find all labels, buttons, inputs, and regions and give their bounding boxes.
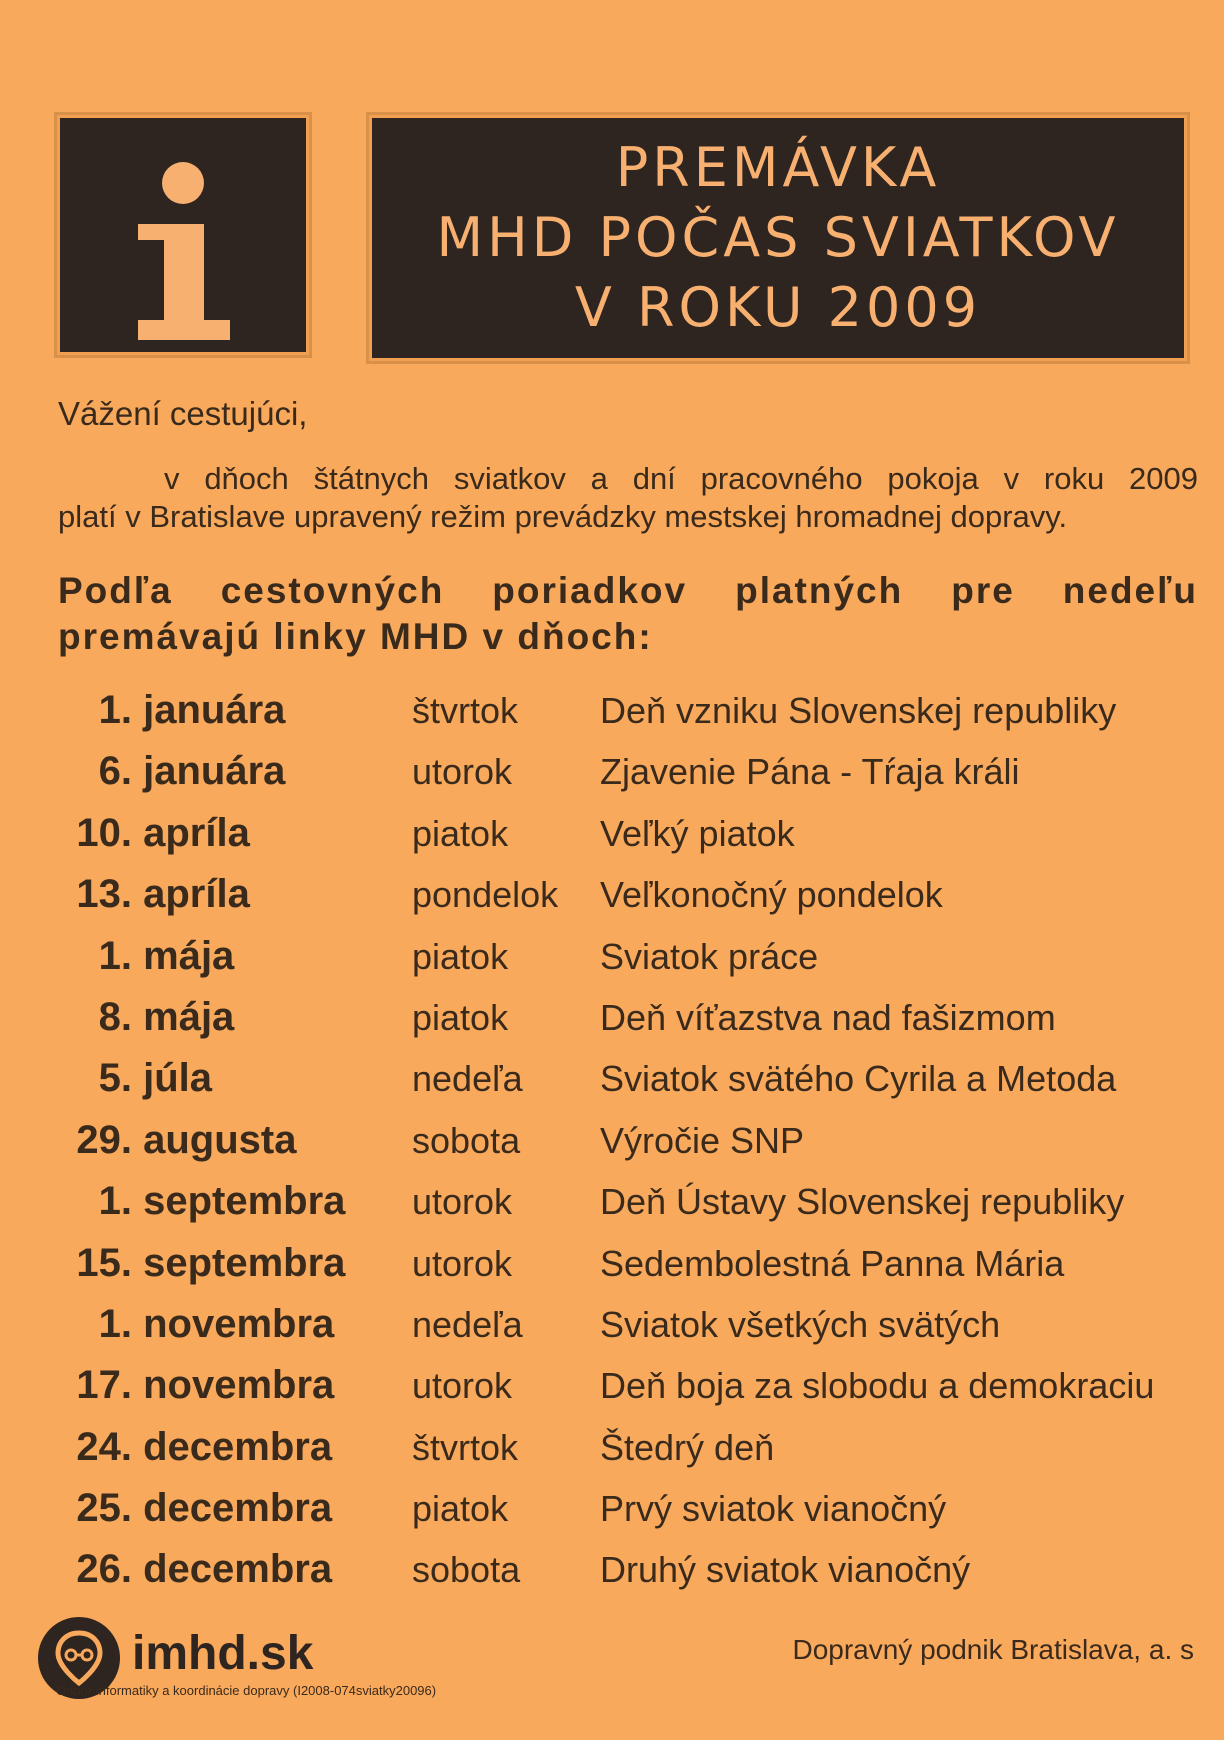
holiday-name: Veľký piatok — [600, 812, 795, 854]
holiday-date — [40, 1056, 370, 1101]
holiday-month: januára — [143, 749, 286, 794]
holiday-month: septembra — [143, 1179, 346, 1224]
holiday-date — [40, 1363, 370, 1408]
holiday-row — [40, 1110, 1220, 1171]
holiday-row — [40, 680, 1220, 741]
holiday-date — [40, 1547, 370, 1592]
holiday-row — [40, 1048, 1220, 1109]
holiday-weekday: sobota — [412, 1549, 521, 1591]
holiday-date — [40, 749, 370, 794]
holiday-row — [40, 803, 1220, 864]
holiday-month: novembra — [143, 1301, 335, 1346]
holiday-day-number: 10. — [76, 810, 132, 855]
holiday-date — [40, 1486, 370, 1531]
holiday-day-number: 5. — [98, 1056, 132, 1101]
holiday-row — [40, 864, 1220, 925]
holiday-weekday: nedeľa — [412, 1058, 523, 1100]
holiday-name: Štedrý deň — [600, 1426, 775, 1468]
holiday-date — [40, 1118, 370, 1163]
holiday-row — [40, 1355, 1220, 1416]
holiday-weekday: utorok — [412, 1242, 513, 1284]
intro-line-1: v dňoch štátnych sviatkov a dní pracovného pokoja v roku 2009 — [164, 461, 1198, 496]
holiday-name: Sviatok všetkých svätých — [600, 1303, 1001, 1345]
holiday-weekday: sobota — [412, 1119, 521, 1161]
holiday-row — [40, 1478, 1220, 1539]
title-line-1: PREMÁVKA — [615, 136, 941, 199]
holiday-month: augusta — [143, 1117, 297, 1162]
holiday-row — [40, 1417, 1220, 1478]
holiday-weekday: pondelok — [412, 874, 559, 916]
company-name: Dopravný podnik Bratislava, a. s — [792, 1634, 1194, 1665]
holiday-row — [40, 1171, 1220, 1232]
holiday-list — [40, 680, 1220, 1601]
holiday-name: Deň víťazstva nad fašizmom — [600, 996, 1056, 1038]
holiday-weekday: piatok — [412, 1488, 509, 1530]
holiday-day-number: 25. — [76, 1486, 132, 1531]
holiday-month: mája — [143, 994, 235, 1039]
holiday-day-number: 1. — [98, 933, 132, 978]
info-stem — [138, 224, 230, 342]
holiday-date — [40, 872, 370, 917]
holiday-month: mája — [143, 933, 235, 978]
holiday-weekday: utorok — [412, 751, 513, 793]
holiday-row — [40, 987, 1220, 1048]
holiday-row — [40, 926, 1220, 987]
holiday-name: Prvý sviatok vianočný — [600, 1488, 947, 1530]
title-banner — [372, 118, 1184, 358]
holiday-weekday: štvrtok — [412, 690, 519, 731]
holiday-name: Sviatok svätého Cyrila a Metoda — [600, 1058, 1117, 1100]
holiday-month: decembra — [143, 1547, 333, 1592]
greeting: Vážení cestujúci, — [58, 395, 308, 432]
title-line-3: V ROKU 2009 — [574, 276, 982, 339]
holiday-name: Deň vzniku Slovenskej republiky — [600, 690, 1117, 731]
holiday-name: Druhý sviatok vianočný — [600, 1549, 971, 1591]
holiday-month: júla — [143, 1056, 213, 1101]
holiday-weekday: štvrtok — [412, 1426, 519, 1468]
holiday-name: Sviatok práce — [600, 935, 819, 977]
info-icon — [60, 118, 306, 352]
holiday-month: apríla — [143, 810, 250, 855]
info-dot — [162, 162, 204, 204]
holiday-name: Výročie SNP — [600, 1119, 805, 1161]
holiday-weekday: piatok — [412, 996, 509, 1038]
holiday-row — [40, 741, 1220, 802]
holiday-name: Sedembolestná Panna Mária — [600, 1242, 1065, 1284]
holiday-month: januára — [143, 688, 286, 732]
holiday-day-number: 1. — [98, 1179, 132, 1224]
holiday-day-number: 26. — [76, 1547, 132, 1592]
holiday-date — [40, 1179, 370, 1224]
subheading-line-2: premávajú linky MHD v dňoch: — [58, 616, 653, 657]
intro-line-2: platí v Bratislave upravený režim prevádzky mestskej hromadnej dopravy. — [58, 499, 1068, 534]
holiday-row — [40, 1294, 1220, 1355]
holiday-name: Veľkonočný pondelok — [600, 874, 943, 916]
holiday-weekday: utorok — [412, 1181, 513, 1223]
holiday-day-number: 1. — [98, 1301, 132, 1346]
holiday-day-number: 24. — [76, 1424, 132, 1469]
holiday-date — [40, 1302, 370, 1347]
holiday-name: Zjavenie Pána - Tŕaja králi — [600, 751, 1020, 793]
holiday-day-number: 17. — [76, 1363, 132, 1408]
holiday-name: Deň Ústavy Slovenskej republiky — [600, 1181, 1125, 1223]
holiday-weekday: piatok — [412, 935, 509, 977]
holiday-day-number: 13. — [76, 872, 132, 917]
holiday-row — [40, 1233, 1220, 1294]
holiday-row — [40, 1539, 1220, 1600]
holiday-date — [40, 934, 370, 979]
holiday-weekday: nedeľa — [412, 1303, 523, 1345]
holiday-day-number: 29. — [76, 1117, 132, 1162]
holiday-day-number: 6. — [98, 749, 132, 794]
holiday-month: novembra — [143, 1363, 335, 1408]
subheading-line-1: Podľa cestovných poriadkov platných pre nedeľu — [58, 570, 1198, 611]
holiday-date — [40, 688, 370, 733]
holiday-date — [40, 995, 370, 1040]
holiday-month: decembra — [143, 1486, 333, 1531]
title-line-2: MHD POČAS SVIATKOV — [436, 206, 1120, 269]
subheading — [58, 568, 1198, 660]
holiday-month: decembra — [143, 1424, 333, 1469]
holiday-day-number: 15. — [76, 1240, 132, 1285]
holiday-month: apríla — [143, 872, 250, 917]
holiday-weekday: piatok — [412, 812, 509, 854]
intro-paragraph — [58, 460, 1198, 536]
holiday-date — [40, 1425, 370, 1470]
footer-reference: Odbor informatiky a koordinácie dopravy (I2008-074sviatky20096) — [56, 1683, 437, 1698]
holiday-date — [40, 811, 370, 856]
holiday-weekday: utorok — [412, 1365, 513, 1407]
holiday-month: septembra — [143, 1240, 346, 1285]
imhd-logo-text: imhd.sk — [132, 1627, 314, 1680]
holiday-day-number: 8. — [98, 994, 132, 1039]
holiday-name: Deň boja za slobodu a demokraciu — [600, 1365, 1155, 1407]
holiday-day-number: 1. — [98, 688, 132, 732]
holiday-date — [40, 1241, 370, 1286]
